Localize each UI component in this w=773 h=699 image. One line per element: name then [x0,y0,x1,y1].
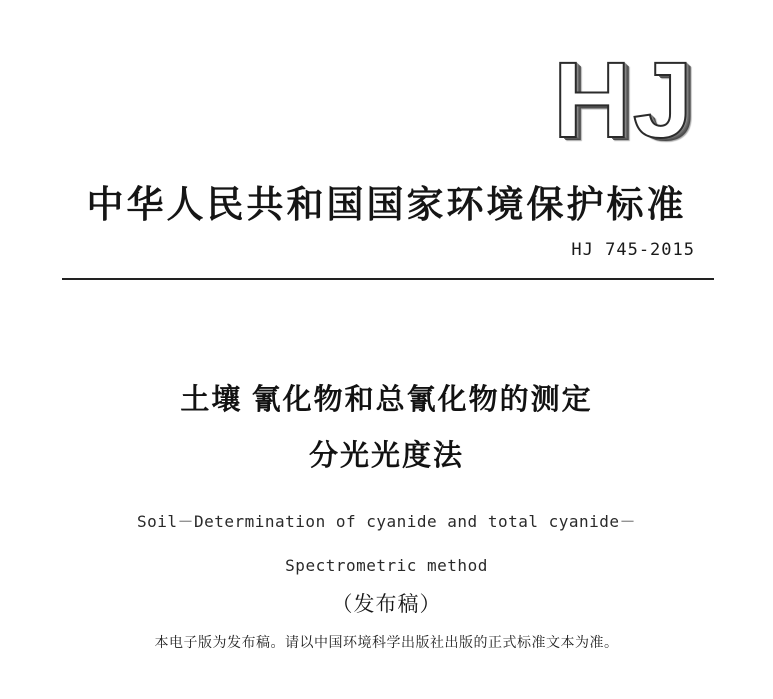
hj-logo [552,39,695,160]
footnote: 本电子版为发布稿。请以中国环境科学出版社出版的正式标准文本为准。 [154,636,619,651]
header-divider [62,278,714,280]
document-title-line1: 土壤 氰化物和总氰化物的测定 [180,384,593,416]
hj-logo-text: HJ [552,39,695,160]
document-title-line2: 分光光度法 [308,440,464,472]
english-title-line1: Soil－Determination of cyanide and total cyanide－ [136,512,637,531]
document-title [0,372,773,484]
release-status: （发布稿） [331,592,442,616]
english-title [0,500,773,588]
standard-number: HJ 745-2015 [571,240,695,260]
standard-authority-title: 中华人民共和国国家环境保护标准 [86,185,687,226]
english-title-line2: Spectrometric method [285,556,488,575]
